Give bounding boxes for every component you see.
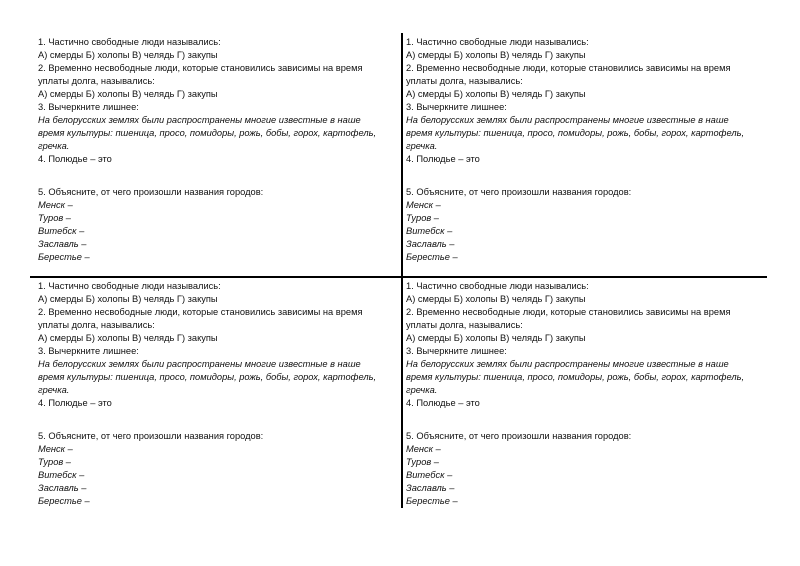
- city-item: Менск –: [38, 200, 73, 210]
- question-5: 5. Объясните, от чего произошли названия городов:: [406, 187, 632, 197]
- city-item: Туров –: [406, 457, 439, 467]
- city-item: Менск –: [38, 444, 73, 454]
- question-2-line-1: 2. Временно несвободные люди, которые становились зависимы на время: [38, 307, 363, 317]
- city-item: Заславль –: [38, 239, 87, 249]
- question-3-text-line-2: время культуры: пшеница, просо, помидоры, рожь, бобы, горох, картофель,: [38, 128, 377, 138]
- question-3: 3. Вычеркните лишнее:: [38, 102, 139, 112]
- answer-space: [38, 410, 393, 430]
- question-1-options: А) смерды Б) холопы В) челядь Г) закупы: [406, 294, 586, 304]
- question-1-options: А) смерды Б) холопы В) челядь Г) закупы: [406, 50, 586, 60]
- worksheet-card-bottom-left: [38, 280, 393, 508]
- city-item: Туров –: [406, 213, 439, 223]
- question-2-line-1: 2. Временно несвободные люди, которые становились зависимы на время: [406, 307, 731, 317]
- question-2-line-2: уплаты долга, назывались:: [38, 76, 155, 86]
- worksheet-card-top-left: [38, 36, 393, 264]
- question-2-line-2: уплаты долга, назывались:: [406, 320, 523, 330]
- question-3-text-line-2: время культуры: пшеница, просо, помидоры, рожь, бобы, горох, картофель,: [38, 372, 377, 382]
- city-item: Берестье –: [406, 496, 458, 506]
- question-1-options: А) смерды Б) холопы В) челядь Г) закупы: [38, 294, 218, 304]
- question-2-line-1: 2. Временно несвободные люди, которые становились зависимы на время: [38, 63, 363, 73]
- question-4: 4. Полюдье – это: [38, 398, 112, 408]
- question-5: 5. Объясните, от чего произошли названия городов:: [406, 431, 632, 441]
- question-3: 3. Вычеркните лишнее:: [406, 102, 507, 112]
- question-1: 1. Частично свободные люди назывались:: [38, 281, 221, 291]
- city-item: Заславль –: [406, 483, 455, 493]
- horizontal-cut-line: [30, 276, 767, 278]
- worksheet-card-bottom-right: [406, 280, 761, 508]
- question-1: 1. Частично свободные люди назывались:: [406, 37, 589, 47]
- city-item: Туров –: [38, 457, 71, 467]
- question-3: 3. Вычеркните лишнее:: [406, 346, 507, 356]
- question-3-text-line-3: гречка.: [406, 385, 438, 395]
- question-1: 1. Частично свободные люди назывались:: [406, 281, 589, 291]
- question-3-text-line-1: На белорусских землях были распространены многие известные в наше: [406, 115, 729, 125]
- question-2-line-2: уплаты долга, назывались:: [406, 76, 523, 86]
- question-2-options: А) смерды Б) холопы В) челядь Г) закупы: [406, 89, 586, 99]
- question-4: 4. Полюдье – это: [406, 398, 480, 408]
- question-3-text-line-3: гречка.: [38, 141, 70, 151]
- city-item: Туров –: [38, 213, 71, 223]
- question-2-options: А) смерды Б) холопы В) челядь Г) закупы: [38, 333, 218, 343]
- city-item: Заславль –: [38, 483, 87, 493]
- question-5: 5. Объясните, от чего произошли названия городов:: [38, 187, 264, 197]
- question-5: 5. Объясните, от чего произошли названия городов:: [38, 431, 264, 441]
- city-item: Витебск –: [406, 470, 453, 480]
- worksheet-card-top-right: [406, 36, 761, 264]
- vertical-cut-line: [401, 33, 403, 508]
- answer-space: [406, 166, 761, 186]
- city-item: Витебск –: [38, 470, 85, 480]
- question-3-text-line-1: На белорусских землях были распространены многие известные в наше: [406, 359, 729, 369]
- city-item: Берестье –: [38, 252, 90, 262]
- city-item: Заславль –: [406, 239, 455, 249]
- answer-space: [406, 410, 761, 430]
- question-1: 1. Частично свободные люди назывались:: [38, 37, 221, 47]
- question-3-text-line-2: время культуры: пшеница, просо, помидоры, рожь, бобы, горох, картофель,: [406, 372, 745, 382]
- question-3-text-line-1: На белорусских землях были распространены многие известные в наше: [38, 115, 361, 125]
- question-4: 4. Полюдье – это: [38, 154, 112, 164]
- city-item: Берестье –: [38, 496, 90, 506]
- city-item: Менск –: [406, 200, 441, 210]
- city-item: Берестье –: [406, 252, 458, 262]
- answer-space: [38, 166, 393, 186]
- question-3-text-line-2: время культуры: пшеница, просо, помидоры, рожь, бобы, горох, картофель,: [406, 128, 745, 138]
- question-2-line-1: 2. Временно несвободные люди, которые становились зависимы на время: [406, 63, 731, 73]
- question-2-options: А) смерды Б) холопы В) челядь Г) закупы: [406, 333, 586, 343]
- city-item: Менск –: [406, 444, 441, 454]
- question-4: 4. Полюдье – это: [406, 154, 480, 164]
- question-1-options: А) смерды Б) холопы В) челядь Г) закупы: [38, 50, 218, 60]
- question-2-options: А) смерды Б) холопы В) челядь Г) закупы: [38, 89, 218, 99]
- city-item: Витебск –: [406, 226, 453, 236]
- question-2-line-2: уплаты долга, назывались:: [38, 320, 155, 330]
- question-3: 3. Вычеркните лишнее:: [38, 346, 139, 356]
- question-3-text-line-3: гречка.: [38, 385, 70, 395]
- city-item: Витебск –: [38, 226, 85, 236]
- question-3-text-line-1: На белорусских землях были распространены многие известные в наше: [38, 359, 361, 369]
- question-3-text-line-3: гречка.: [406, 141, 438, 151]
